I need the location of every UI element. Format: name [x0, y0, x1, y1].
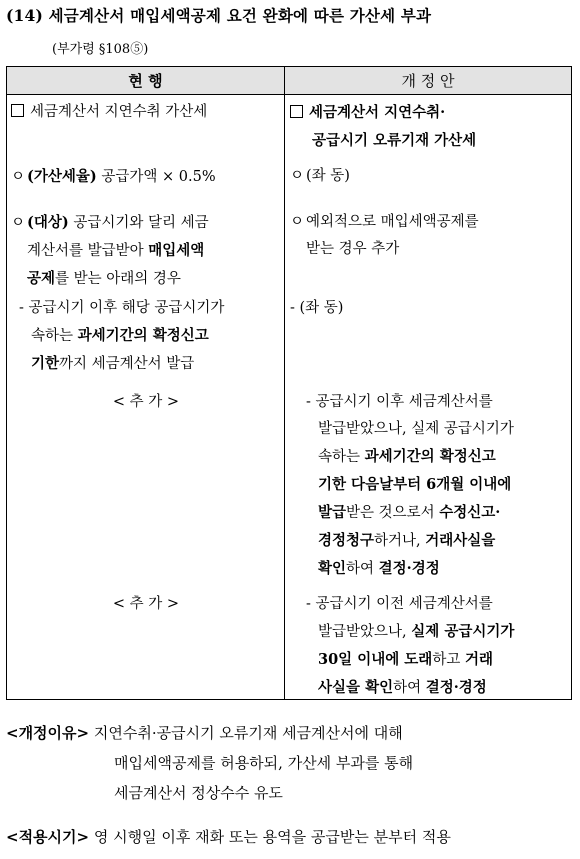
effective-tag: <적용시기>	[6, 828, 90, 846]
current-rate: ㅇ (가산세율) 공급가액 × 0.5%	[11, 163, 281, 191]
current-item1: - 공급시기 이후 해당 공급시기가 속하는 과세기간의 확정신고 기한까지 세금계산서 발급	[19, 300, 225, 372]
legal-reference: (부가령 §108⑤)	[52, 42, 149, 57]
effective-date: <적용시기> 영 시행일 이후 재화 또는 용역을 공급받는 분부터 적용	[6, 828, 451, 846]
bullet-icon: ㅇ	[11, 215, 26, 231]
current-added-2: < 추 가 >	[112, 596, 180, 612]
table-header	[7, 67, 571, 95]
revised-item1: - (좌 동)	[290, 300, 344, 316]
current-heading: 세금계산서 지연수취 가산세	[11, 99, 281, 126]
reason-tag: <개정이유>	[6, 724, 90, 742]
revised-target: ㅇ 예외적으로 매입세액공제를 받는 경우 추가	[290, 209, 565, 263]
current-target: ㅇ (대상) 공급시기와 달리 세금 계산서를 발급받아 매입세액 공제를 받는 아래의 경우	[11, 209, 281, 293]
column-divider	[284, 67, 285, 699]
bullet-icon: ㅇ	[290, 168, 305, 184]
section-title: (14) 세금계산서 매입세액공제 요건 완화에 따른 가산세 부과	[6, 6, 432, 25]
revised-new-item-1: - 공급시기 이후 세금계산서를 발급받았으나, 실제 공급시기가 속하는 과세기간의 확정신고 기한 다음날부터 6개월 이내에 발급받은 것으로서 수정신고· 경정청구하거나, 거래사실을 확인하여 결정·경정	[306, 394, 514, 577]
current-added-1: < 추 가 >	[112, 394, 180, 410]
bullet-icon: ㅇ	[290, 214, 305, 230]
comparison-table	[6, 66, 572, 700]
header-current: 현 행	[128, 72, 163, 90]
revised-new-item-2: - 공급시기 이전 세금계산서를 발급받았으나, 실제 공급시기가 30일 이내에 도래하고 거래 사실을 확인하여 결정·경정	[306, 596, 515, 696]
revision-reason: <개정이유> 지연수취·공급시기 오류기재 세금계산서에 대해 매입세액공제를 허용하되, 가산세 부과를 통해 세금계산서 정상수수 유도	[6, 724, 414, 802]
revised-heading: 세금계산서 지연수취· 공급시기 오류기재 가산세	[290, 99, 565, 155]
bullet-icon: ㅇ	[11, 169, 26, 185]
checkbox-icon	[11, 104, 24, 117]
revised-rate: ㅇ (좌 동)	[290, 163, 565, 190]
header-revised: 개 정 안	[401, 72, 455, 90]
checkbox-icon	[290, 105, 303, 118]
